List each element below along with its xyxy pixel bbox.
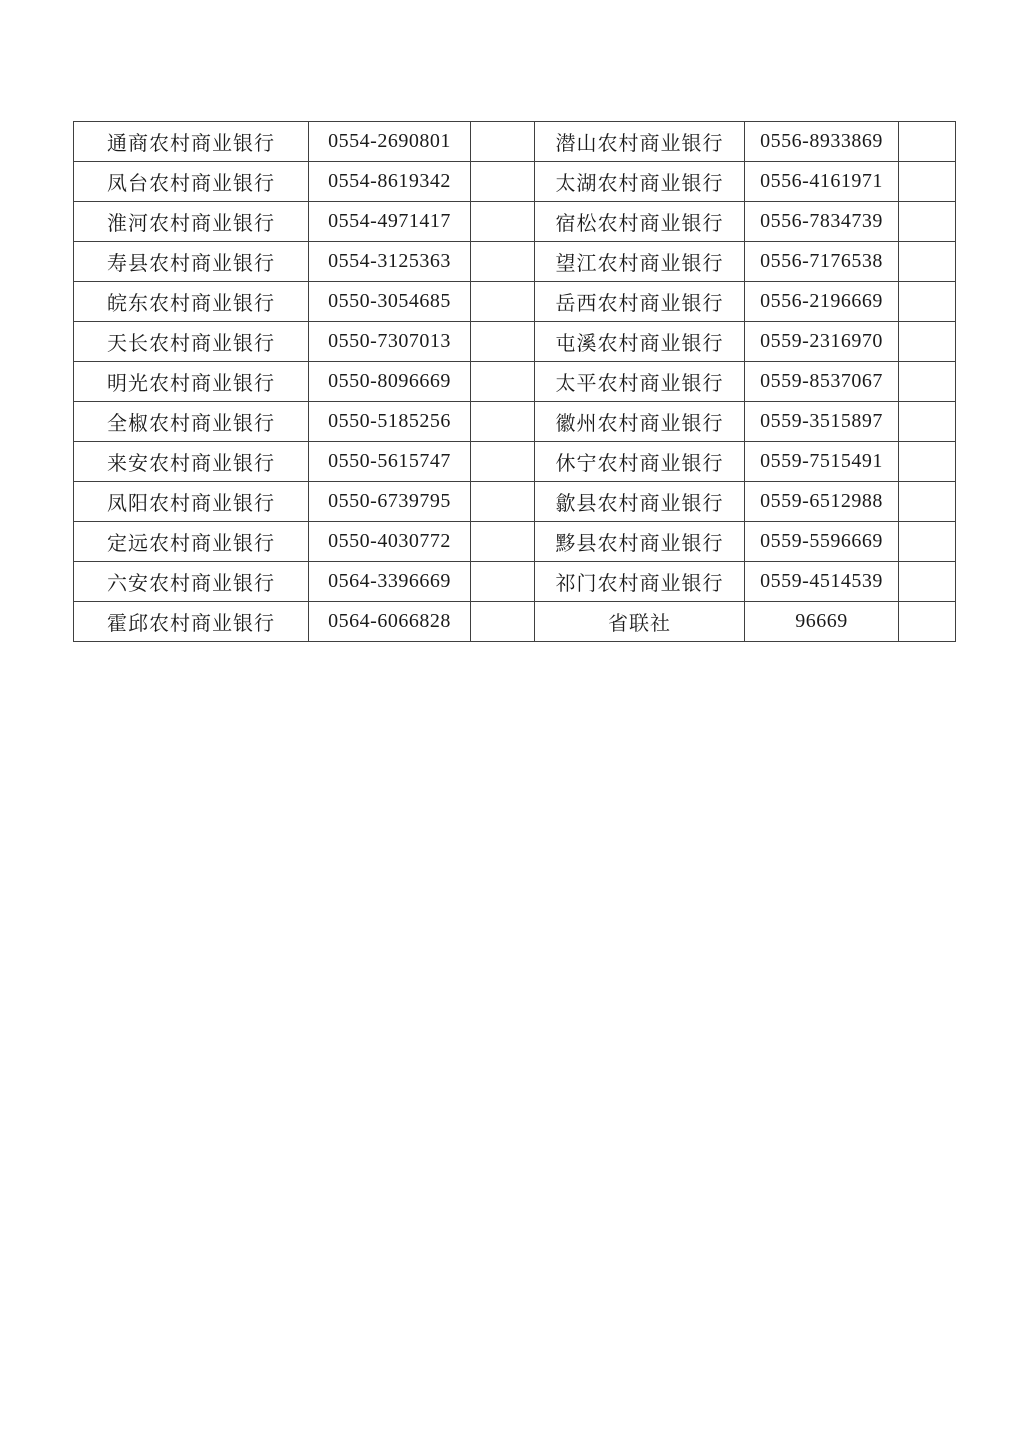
bank-name-cell: 霍邱农村商业银行 — [74, 602, 309, 642]
spacer-cell — [471, 322, 535, 362]
bank-name-cell: 凤阳农村商业银行 — [74, 482, 309, 522]
table-row — [74, 562, 956, 602]
phone-number-cell: 0550-8096669 — [309, 362, 471, 402]
spacer-cell — [899, 242, 956, 282]
table-row — [74, 362, 956, 402]
phone-number-cell: 0559-8537067 — [745, 362, 899, 402]
table-row — [74, 402, 956, 442]
bank-phone-table — [73, 121, 956, 642]
bank-name-cell: 祁门农村商业银行 — [535, 562, 745, 602]
bank-name-cell: 定远农村商业银行 — [74, 522, 309, 562]
bank-name-cell: 通商农村商业银行 — [74, 122, 309, 162]
bank-name-cell: 六安农村商业银行 — [74, 562, 309, 602]
bank-name-cell: 岳西农村商业银行 — [535, 282, 745, 322]
spacer-cell — [899, 442, 956, 482]
spacer-cell — [471, 442, 535, 482]
table-row — [74, 522, 956, 562]
bank-name-cell: 省联社 — [535, 602, 745, 642]
spacer-cell — [899, 482, 956, 522]
spacer-cell — [899, 162, 956, 202]
table-row — [74, 282, 956, 322]
phone-number-cell: 96669 — [745, 602, 899, 642]
bank-phone-table-body — [74, 122, 956, 642]
table-row — [74, 322, 956, 362]
spacer-cell — [471, 282, 535, 322]
spacer-cell — [899, 522, 956, 562]
phone-number-cell: 0550-6739795 — [309, 482, 471, 522]
spacer-cell — [471, 242, 535, 282]
phone-number-cell: 0556-7176538 — [745, 242, 899, 282]
spacer-cell — [899, 402, 956, 442]
phone-number-cell: 0554-2690801 — [309, 122, 471, 162]
spacer-cell — [899, 562, 956, 602]
spacer-cell — [899, 602, 956, 642]
bank-name-cell: 太湖农村商业银行 — [535, 162, 745, 202]
table-row — [74, 602, 956, 642]
bank-name-cell: 太平农村商业银行 — [535, 362, 745, 402]
phone-number-cell: 0554-4971417 — [309, 202, 471, 242]
spacer-cell — [471, 122, 535, 162]
bank-name-cell: 休宁农村商业银行 — [535, 442, 745, 482]
phone-number-cell: 0550-5615747 — [309, 442, 471, 482]
spacer-cell — [471, 602, 535, 642]
phone-number-cell: 0556-4161971 — [745, 162, 899, 202]
spacer-cell — [471, 482, 535, 522]
bank-name-cell: 黟县农村商业银行 — [535, 522, 745, 562]
phone-number-cell: 0550-7307013 — [309, 322, 471, 362]
phone-number-cell: 0564-3396669 — [309, 562, 471, 602]
bank-name-cell: 天长农村商业银行 — [74, 322, 309, 362]
phone-number-cell: 0550-5185256 — [309, 402, 471, 442]
phone-number-cell: 0559-7515491 — [745, 442, 899, 482]
phone-number-cell: 0559-4514539 — [745, 562, 899, 602]
spacer-cell — [471, 402, 535, 442]
phone-number-cell: 0550-4030772 — [309, 522, 471, 562]
spacer-cell — [899, 362, 956, 402]
bank-name-cell: 望江农村商业银行 — [535, 242, 745, 282]
bank-name-cell: 歙县农村商业银行 — [535, 482, 745, 522]
table-row — [74, 442, 956, 482]
bank-name-cell: 淮河农村商业银行 — [74, 202, 309, 242]
bank-name-cell: 宿松农村商业银行 — [535, 202, 745, 242]
phone-number-cell: 0556-2196669 — [745, 282, 899, 322]
table-row — [74, 242, 956, 282]
spacer-cell — [471, 362, 535, 402]
bank-name-cell: 来安农村商业银行 — [74, 442, 309, 482]
bank-name-cell: 寿县农村商业银行 — [74, 242, 309, 282]
table-row — [74, 122, 956, 162]
spacer-cell — [471, 522, 535, 562]
phone-number-cell: 0550-3054685 — [309, 282, 471, 322]
bank-name-cell: 凤台农村商业银行 — [74, 162, 309, 202]
phone-number-cell: 0559-3515897 — [745, 402, 899, 442]
bank-name-cell: 屯溪农村商业银行 — [535, 322, 745, 362]
table-row — [74, 482, 956, 522]
spacer-cell — [899, 202, 956, 242]
phone-number-cell: 0556-7834739 — [745, 202, 899, 242]
bank-name-cell: 明光农村商业银行 — [74, 362, 309, 402]
phone-number-cell: 0559-5596669 — [745, 522, 899, 562]
spacer-cell — [899, 282, 956, 322]
phone-number-cell: 0559-6512988 — [745, 482, 899, 522]
phone-number-cell: 0554-8619342 — [309, 162, 471, 202]
bank-name-cell: 徽州农村商业银行 — [535, 402, 745, 442]
phone-number-cell: 0554-3125363 — [309, 242, 471, 282]
spacer-cell — [471, 202, 535, 242]
spacer-cell — [899, 122, 956, 162]
bank-name-cell: 全椒农村商业银行 — [74, 402, 309, 442]
spacer-cell — [899, 322, 956, 362]
table-row — [74, 162, 956, 202]
table-row — [74, 202, 956, 242]
spacer-cell — [471, 162, 535, 202]
bank-name-cell: 潜山农村商业银行 — [535, 122, 745, 162]
spacer-cell — [471, 562, 535, 602]
phone-number-cell: 0559-2316970 — [745, 322, 899, 362]
phone-number-cell: 0556-8933869 — [745, 122, 899, 162]
bank-name-cell: 皖东农村商业银行 — [74, 282, 309, 322]
phone-number-cell: 0564-6066828 — [309, 602, 471, 642]
